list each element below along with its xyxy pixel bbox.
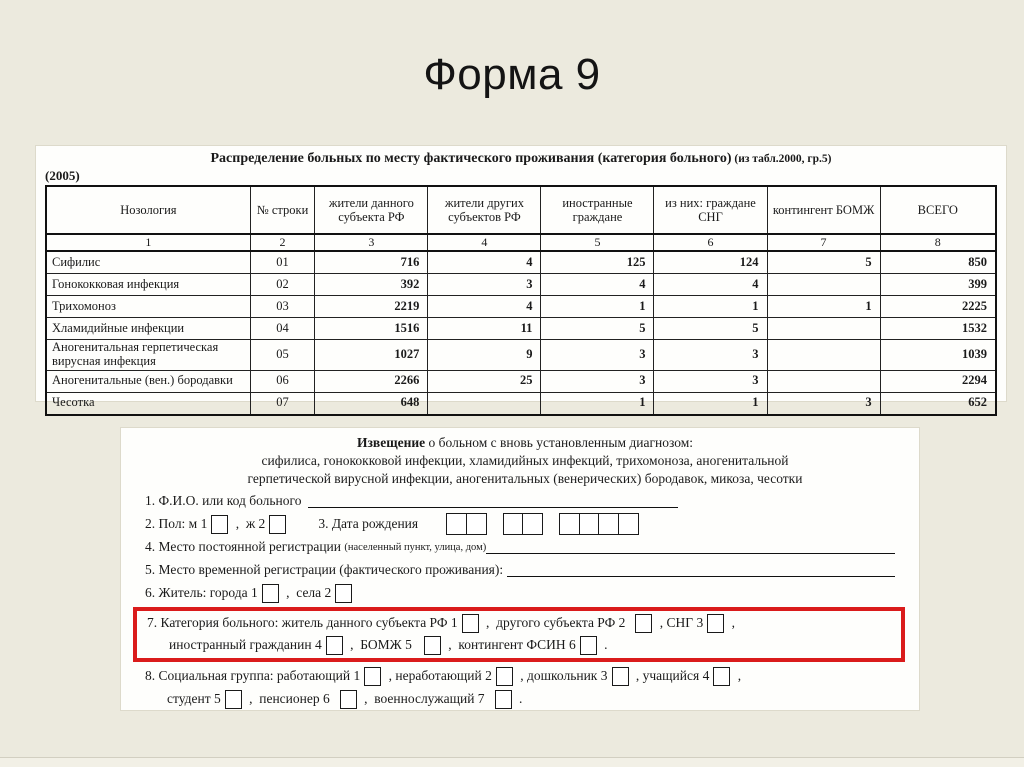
- form-text: иностранный гражданин 4: [169, 637, 322, 652]
- form-text: , ж 2: [232, 516, 266, 531]
- table-row: [46, 318, 996, 340]
- form-item-line: [145, 689, 905, 709]
- column-number: 2: [250, 234, 315, 251]
- value-cell: 1: [654, 392, 767, 415]
- form-text: .: [600, 637, 608, 652]
- value-cell: 25: [428, 370, 541, 392]
- row-number-cell: 07: [250, 392, 315, 415]
- row-number-cell: 03: [250, 296, 315, 318]
- value-cell: 1: [767, 296, 880, 318]
- form-item-resident-type: [145, 583, 905, 603]
- nosology-cell: Аногенитальные (вен.) бородавки: [46, 370, 250, 392]
- notice-form-card: [120, 427, 920, 711]
- table-row: [46, 274, 996, 296]
- social-preschool-checkbox: [612, 667, 629, 686]
- value-cell: 1532: [880, 318, 996, 340]
- value-cell: 850: [880, 251, 996, 274]
- column-number: 6: [654, 234, 767, 251]
- value-cell: 5: [541, 318, 654, 340]
- form-text: ,: [734, 668, 742, 683]
- form-text: , военнослужащий 7: [360, 691, 485, 706]
- form-text: 6. Житель: города 1: [145, 585, 258, 600]
- value-cell: 392: [315, 274, 428, 296]
- category-other-rf-checkbox: [635, 614, 652, 633]
- distribution-table-card: [35, 145, 1007, 410]
- form-item-line: [145, 537, 905, 557]
- table-title-note: (из табл.2000, гр.5): [731, 153, 832, 165]
- distribution-table: [45, 185, 997, 416]
- column-number: 5: [541, 234, 654, 251]
- date-cell: [522, 513, 543, 535]
- table-row: [46, 340, 996, 371]
- column-header: жители других субъектов РФ: [428, 186, 541, 234]
- value-cell: 4: [428, 296, 541, 318]
- form-text: , пенсионер 6: [245, 691, 330, 706]
- form-text: , неработающий 2: [385, 668, 492, 683]
- nosology-cell: Сифилис: [46, 251, 250, 274]
- category-fsin-checkbox: [580, 636, 597, 655]
- category-bomzh-checkbox: [424, 636, 441, 655]
- fio-line: [308, 494, 678, 508]
- value-cell: 5: [767, 251, 880, 274]
- male-checkbox: [211, 515, 228, 534]
- social-student-checkbox: [225, 690, 242, 709]
- column-number: 3: [315, 234, 428, 251]
- value-cell: 125: [541, 251, 654, 274]
- category-sng-checkbox: [707, 614, 724, 633]
- column-number: 7: [767, 234, 880, 251]
- form-item-fio: [145, 491, 905, 511]
- form-item-permanent-registration: [145, 537, 905, 557]
- form-item-patient-category-highlighted: [133, 607, 905, 662]
- social-nonworking-checkbox: [496, 667, 513, 686]
- value-cell: 3: [767, 392, 880, 415]
- column-header: из них: граждане СНГ: [654, 186, 767, 234]
- value-cell: 1: [654, 296, 767, 318]
- column-header: иностранные граждане: [541, 186, 654, 234]
- table-title: [45, 151, 997, 167]
- form-item-social-group: [145, 666, 905, 709]
- value-cell: 124: [654, 251, 767, 274]
- form-heading-line2: сифилиса, гонококковой инфекции, хламидийных инфекций, трихомоноза, аногенитальной: [261, 453, 789, 468]
- value-cell: 648: [315, 392, 428, 415]
- form-text: , контингент ФСИН 6: [444, 637, 576, 652]
- form-text: 4. Место постоянной регистрации: [145, 539, 345, 554]
- date-cell: [579, 513, 600, 535]
- form-text: , учащийся 4: [632, 668, 710, 683]
- birth-day-boxes: [446, 513, 487, 535]
- form-text: студент 5: [167, 691, 221, 706]
- date-cell: [598, 513, 619, 535]
- value-cell: 9: [428, 340, 541, 371]
- form-text: 3. Дата рождения: [318, 516, 419, 531]
- form-item-line: [147, 635, 895, 655]
- category-foreign-citizen-checkbox: [326, 636, 343, 655]
- form-item-line: [145, 560, 905, 580]
- value-cell: 2294: [880, 370, 996, 392]
- birth-year-boxes: [559, 513, 639, 535]
- form-text: , другого субъекта РФ 2: [482, 615, 626, 630]
- slide-bottom-strip: [0, 757, 1024, 767]
- form-item-line: [147, 613, 895, 633]
- column-number: 4: [428, 234, 541, 251]
- value-cell: 4: [654, 274, 767, 296]
- village-resident-checkbox: [335, 584, 352, 603]
- value-cell: 1027: [315, 340, 428, 371]
- column-header: контингент БОМЖ: [767, 186, 880, 234]
- value-cell: 2266: [315, 370, 428, 392]
- table-row: [46, 251, 996, 274]
- value-cell: [767, 318, 880, 340]
- column-header: жители данного субъекта РФ: [315, 186, 428, 234]
- nosology-cell: Чесотка: [46, 392, 250, 415]
- table-year: (2005): [45, 168, 80, 183]
- form-item-line: [145, 666, 905, 686]
- value-cell: 3: [654, 370, 767, 392]
- form-heading-rest: о больном с вновь установленным диагнозом:: [425, 435, 694, 450]
- form-text: , БОМЖ 5: [346, 637, 412, 652]
- form-text: 7. Категория больного: житель данного субъекта РФ 1: [147, 615, 458, 630]
- column-number: 1: [46, 234, 250, 251]
- form-text: 8. Социальная группа: работающий 1: [145, 668, 361, 683]
- value-cell: [767, 370, 880, 392]
- column-header: Нозология: [46, 186, 250, 234]
- date-cell: [503, 513, 524, 535]
- form-heading-line3: герпетической вирусной инфекции, аногенитальных (венерических) бородавок, микоза, чесотки: [247, 471, 803, 486]
- column-header: ВСЕГО: [880, 186, 996, 234]
- value-cell: 3: [654, 340, 767, 371]
- city-resident-checkbox: [262, 584, 279, 603]
- form-item-temporary-registration: [145, 560, 905, 580]
- value-cell: 2219: [315, 296, 428, 318]
- form-text: .: [515, 691, 523, 706]
- social-working-checkbox: [364, 667, 381, 686]
- value-cell: 1: [541, 392, 654, 415]
- value-cell: 3: [541, 340, 654, 371]
- value-cell: 716: [315, 251, 428, 274]
- value-cell: 3: [428, 274, 541, 296]
- page-title: Форма 9: [423, 50, 601, 99]
- date-cell: [466, 513, 487, 535]
- value-cell: [767, 340, 880, 371]
- form-heading-line1: [145, 434, 905, 452]
- row-number-cell: 05: [250, 340, 315, 371]
- social-pensioner-checkbox: [340, 690, 357, 709]
- female-checkbox: [269, 515, 286, 534]
- row-number-cell: 04: [250, 318, 315, 340]
- column-header: № строки: [250, 186, 315, 234]
- form-text: , села 2: [282, 585, 332, 600]
- value-cell: [428, 392, 541, 415]
- category-resident-rf-checkbox: [462, 614, 479, 633]
- social-pupil-checkbox: [713, 667, 730, 686]
- form-item-line: [145, 583, 905, 603]
- form-text: 1. Ф.И.О. или код больного: [145, 493, 309, 508]
- date-cell: [559, 513, 580, 535]
- form-text: 5. Место временной регистрации (фактического проживания):: [145, 562, 507, 577]
- nosology-cell: Гонококковая инфекция: [46, 274, 250, 296]
- form-text: , дошкольник 3: [516, 668, 608, 683]
- form-text: ,: [728, 615, 735, 630]
- table-row: [46, 392, 996, 415]
- value-cell: 4: [428, 251, 541, 274]
- row-number-cell: 01: [250, 251, 315, 274]
- table-row: [46, 296, 996, 318]
- birth-month-boxes: [503, 513, 544, 535]
- form-item-line: [145, 514, 905, 534]
- value-cell: [767, 274, 880, 296]
- value-cell: 1516: [315, 318, 428, 340]
- value-cell: 11: [428, 318, 541, 340]
- form-text-small: (населенный пункт, улица, дом): [344, 541, 487, 553]
- form-heading-bold: Извещение: [356, 435, 426, 450]
- value-cell: 1: [541, 296, 654, 318]
- date-cell: [446, 513, 467, 535]
- form-items: [145, 491, 905, 709]
- value-cell: 3: [541, 370, 654, 392]
- row-number-cell: 02: [250, 274, 315, 296]
- column-number: 8: [880, 234, 996, 251]
- row-number-cell: 06: [250, 370, 315, 392]
- value-cell: 4: [541, 274, 654, 296]
- value-cell: 5: [654, 318, 767, 340]
- value-cell: 2225: [880, 296, 996, 318]
- value-cell: 399: [880, 274, 996, 296]
- table-title-text: Распределение больных по месту фактического проживания (категория больного): [210, 151, 732, 166]
- form-item-sex-and-birthdate: [145, 514, 905, 534]
- permanent-registration-line: [486, 540, 895, 554]
- value-cell: 652: [880, 392, 996, 415]
- form-text: , СНГ 3: [656, 615, 704, 630]
- nosology-cell: Трихомоноз: [46, 296, 250, 318]
- temporary-registration-line: [507, 563, 895, 577]
- social-military-checkbox: [495, 690, 512, 709]
- nosology-cell: Аногенитальная герпетическая вирусная инфекция: [46, 340, 250, 371]
- date-cell: [618, 513, 639, 535]
- nosology-cell: Хламидийные инфекции: [46, 318, 250, 340]
- form-item-line: [145, 491, 905, 511]
- value-cell: 1039: [880, 340, 996, 371]
- table-row: [46, 370, 996, 392]
- form-text: 2. Пол: м 1: [145, 516, 208, 531]
